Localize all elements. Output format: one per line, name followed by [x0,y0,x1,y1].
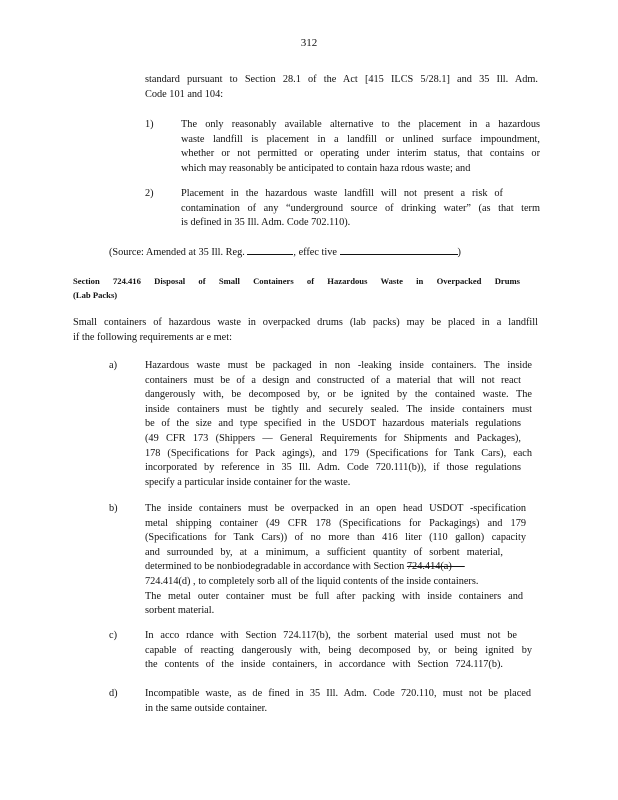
requirement-line: incorporated by reference in 35 Ill. Adm. Code 720.111(b)), if those regulations [145,462,521,474]
intro-line: Code 101 and 104: [145,88,224,100]
item-2-text [181,187,540,231]
requirement-line: 724.414(d) , to completely sorb all of the liquid contents of the inside containers. [145,575,479,587]
page-number: 312 [300,37,318,49]
requirement-text: determined to be nonbiodegradable in accordance with Section [145,561,405,573]
item-line: The only reasonably available alternative to the placement in a hazardous [181,119,540,130]
effective-date-blank [340,244,458,255]
requirement-line: The metal outer container must be full after packing with inside containers and [145,590,523,602]
intro-paragraph [145,73,538,102]
requirement-line: metal shipping container (49 CFR 178 (Specifications for Packagings) and 179 [145,517,526,529]
item-line: whether or not permitted or operating under interim status, that contains or [181,148,540,160]
section-heading-line: Section 724.416 Disposal of Small Containers of Hazardous Waste in Overpacked Drums [73,276,520,286]
requirement-letter: c) [109,630,117,641]
requirement-line [145,560,526,575]
intro-line: standard pursuant to Section 28.1 of the Act [415 ILCS 5/28.1] and 35 Ill. Adm. [145,74,538,85]
body-intro [73,316,538,345]
source-note [109,244,461,261]
requirement-b-text [145,502,526,619]
requirement-line: and surrounded by, at a minimum, a sufficient quantity of sorbent material, [145,546,503,558]
source-prefix: (Source: Amended at 35 Ill. Reg. [109,247,245,258]
requirement-c-text [145,629,532,673]
requirement-letter: b) [109,503,118,514]
volume-blank [247,244,293,255]
requirement-line: Incompatible waste, as de fined in 35 Ill. Adm. Code 720.110, must not be placed [145,688,531,699]
requirement-line: containers must be of a design and constructed of a material that will not react [145,374,521,386]
section-heading [73,274,520,302]
section-heading-line: (Lab Packs) [73,290,118,300]
requirement-line: capable of reacting dangerously with, being decomposed by, or being ignited by [145,644,532,656]
body-intro-line: if the following requirements ar e met: [73,331,232,343]
requirement-line: The inside containers must be overpacked in an open head USDOT -specification [145,503,526,514]
requirement-line: be of the size and type specified in the USDOT hazardous materials regulations [145,418,521,430]
requirement-a-text [145,359,532,490]
requirement-line: 178 (Specifications for Pack agings), and 179 (Specifications for Tank Cars), each [145,447,532,459]
item-number: 2) [145,188,154,199]
item-number: 1) [145,119,154,130]
item-line: Placement in the hazardous waste landfill will not present a risk of [181,188,503,199]
body-intro-line: Small containers of hazardous waste in overpacked drums (lab packs) may be placed in a landfill [73,317,538,328]
item-line: contamination of any “underground source of drinking water” (as that term [181,202,540,214]
requirement-line: (Specifications for Tank Cars)) of no more than 416 liter (110 gallon) capacity [145,532,526,544]
requirement-line: dangerously with, be decomposed by, or be ignited by the contained waste. The [145,389,532,401]
item-line: which may reasonably be anticipated to contain haza rdous waste; and [181,162,471,174]
requirement-line: inside containers must be tightly and securely sealed. The inside containers must [145,403,532,415]
requirement-line: sorbent material. [145,605,215,617]
requirement-letter: a) [109,360,117,371]
item-line: waste landfill is placement in a landfill or unlined surface impoundment, [181,133,540,145]
item-1-text [181,118,540,176]
requirement-line: (49 CFR 173 (Shippers — General Requirements for Shipments and Packages), [145,432,521,444]
requirement-line: in the same outside container. [145,702,268,714]
source-middle: , effec tive [293,247,337,258]
requirement-line: Hazardous waste must be packaged in non -leaking inside containers. The inside [145,360,532,371]
item-line: is defined in 35 Ill. Adm. Code 702.110). [181,217,351,229]
struck-citation: 724.414(a) — [406,561,465,573]
requirement-line: specify a particular inside container for the waste. [145,476,351,488]
requirement-d-text [145,687,532,716]
requirement-line: the contents of the inside containers, in accordance with Section 724.117(b). [145,659,503,671]
requirement-letter: d) [109,688,118,699]
source-suffix: ) [457,247,461,258]
requirement-line: In acco rdance with Section 724.117(b), the sorbent material used must not be [145,630,517,641]
